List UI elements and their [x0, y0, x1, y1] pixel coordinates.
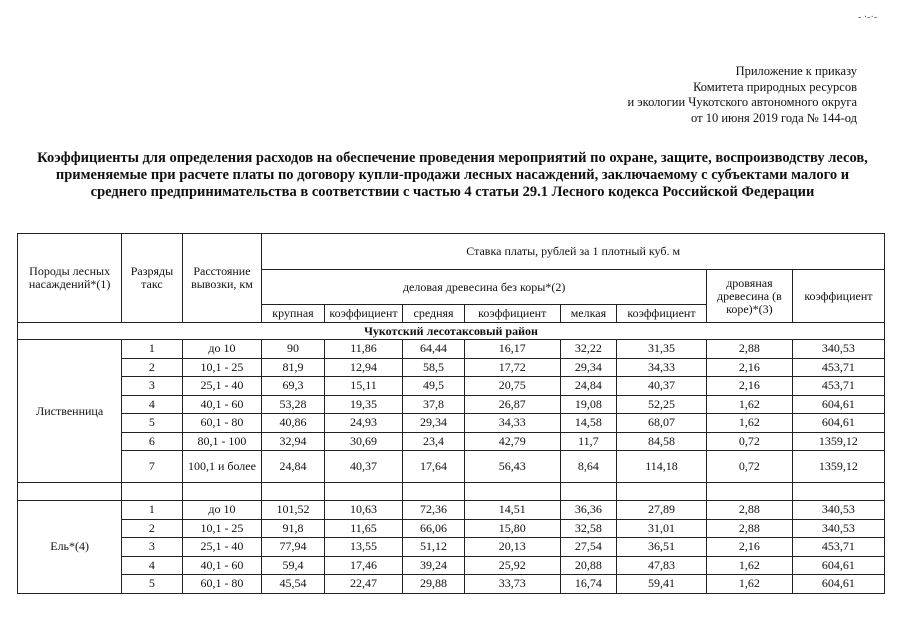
empty-cell — [18, 483, 122, 501]
table-cell: 40,1 - 60 — [182, 556, 262, 575]
table-row — [18, 501, 885, 520]
table-cell: 59,41 — [617, 575, 707, 594]
header-rate: Ставка платы, рублей за 1 плотный куб. м — [262, 234, 885, 270]
table-cell: 22,47 — [324, 575, 403, 594]
table-cell: 1 — [122, 340, 182, 359]
table-cell: 10,1 - 25 — [182, 358, 262, 377]
table-cell: 20,13 — [464, 538, 560, 557]
table-cell: 25,92 — [464, 556, 560, 575]
table-row — [18, 538, 885, 557]
table-cell: 5 — [122, 575, 182, 594]
table-cell: 69,3 — [262, 377, 324, 396]
header-coef-large: коэффициент — [324, 305, 403, 323]
header-class: Разряды такс — [122, 234, 182, 323]
empty-cell — [792, 483, 884, 501]
table-cell: 1,62 — [706, 395, 792, 414]
table-cell: 1,62 — [706, 414, 792, 433]
table-cell: 100,1 и более — [182, 451, 262, 483]
table-cell: 80,1 - 100 — [182, 432, 262, 451]
header-coef-small: коэффициент — [617, 305, 707, 323]
table-cell: 4 — [122, 395, 182, 414]
table-cell: 49,5 — [403, 377, 464, 396]
table-cell: 1 — [122, 501, 182, 520]
table-cell: 1,62 — [706, 575, 792, 594]
corner-mark: - ·-·- — [858, 12, 878, 23]
table-cell: 31,35 — [617, 340, 707, 359]
spruce-species-cell: Ель*(4) — [18, 501, 122, 594]
table-cell: 36,51 — [617, 538, 707, 557]
table-row — [18, 556, 885, 575]
table-row — [18, 377, 885, 396]
table-cell: 16,74 — [560, 575, 616, 594]
header-medium: средняя — [403, 305, 464, 323]
header-coefficient: коэффициент — [792, 270, 884, 323]
table-cell: 37,8 — [403, 395, 464, 414]
table-cell: 34,33 — [617, 358, 707, 377]
header-large: крупная — [262, 305, 324, 323]
table-cell: 27,89 — [617, 501, 707, 520]
table-cell: 12,94 — [324, 358, 403, 377]
coefficients-table — [17, 233, 885, 594]
table-cell: 42,79 — [464, 432, 560, 451]
annex-line-1: Приложение к приказу — [735, 64, 857, 78]
header-business-wood: деловая древесина без коры*(2) — [262, 270, 707, 305]
table-cell: 29,34 — [403, 414, 464, 433]
table-cell: до 10 — [182, 501, 262, 520]
table-cell: 14,58 — [560, 414, 616, 433]
table-cell: 0,72 — [706, 451, 792, 483]
table-cell: 6 — [122, 432, 182, 451]
table-cell: 5 — [122, 414, 182, 433]
table-cell: 60,1 - 80 — [182, 414, 262, 433]
table-cell: 33,73 — [464, 575, 560, 594]
header-small: мелкая — [560, 305, 616, 323]
table-cell: 39,24 — [403, 556, 464, 575]
table-cell: 2 — [122, 519, 182, 538]
empty-cell — [122, 483, 182, 501]
table-cell: 17,72 — [464, 358, 560, 377]
table-cell: 51,12 — [403, 538, 464, 557]
table-cell: 2,16 — [706, 538, 792, 557]
table-cell: 2,88 — [706, 501, 792, 520]
table-row — [18, 432, 885, 451]
table-cell: 25,1 - 40 — [182, 377, 262, 396]
table-row — [18, 451, 885, 483]
annex-line-2: Комитета природных ресурсов — [693, 79, 857, 94]
table-cell: 40,1 - 60 — [182, 395, 262, 414]
table-cell: 13,55 — [324, 538, 403, 557]
table-cell: 27,54 — [560, 538, 616, 557]
table-cell: 52,25 — [617, 395, 707, 414]
table-cell: 47,83 — [617, 556, 707, 575]
table-cell: 3 — [122, 377, 182, 396]
table-cell: 2,16 — [706, 358, 792, 377]
table-cell: 40,86 — [262, 414, 324, 433]
table-cell: 36,36 — [560, 501, 616, 520]
table-cell: 40,37 — [617, 377, 707, 396]
empty-cell — [182, 483, 262, 501]
table-cell: 604,61 — [792, 414, 884, 433]
table-cell: 2 — [122, 358, 182, 377]
table-cell: 19,35 — [324, 395, 403, 414]
table-cell: 34,33 — [464, 414, 560, 433]
spacer-row — [18, 483, 885, 501]
table-cell: 45,54 — [262, 575, 324, 594]
table-cell: 81,9 — [262, 358, 324, 377]
table-cell: 1359,12 — [792, 432, 884, 451]
table-cell: 26,87 — [464, 395, 560, 414]
empty-cell — [560, 483, 616, 501]
table-cell: 340,53 — [792, 501, 884, 520]
empty-cell — [464, 483, 560, 501]
table-cell: 32,22 — [560, 340, 616, 359]
header-species: Породы лесных насаждений*(1) — [18, 234, 122, 323]
table-cell: 32,94 — [262, 432, 324, 451]
table-cell: 68,07 — [617, 414, 707, 433]
table-cell: 17,46 — [324, 556, 403, 575]
table-cell: 11,7 — [560, 432, 616, 451]
table-row — [18, 575, 885, 594]
table-cell: 90 — [262, 340, 324, 359]
table-cell: 24,84 — [262, 451, 324, 483]
table-cell: 453,71 — [792, 377, 884, 396]
table-row — [18, 414, 885, 433]
table-cell: 1359,12 — [792, 451, 884, 483]
table-cell: 24,84 — [560, 377, 616, 396]
table-cell: 84,58 — [617, 432, 707, 451]
table-cell: 0,72 — [706, 432, 792, 451]
table-cell: 60,1 - 80 — [182, 575, 262, 594]
empty-cell — [262, 483, 324, 501]
table-row — [18, 358, 885, 377]
empty-cell — [706, 483, 792, 501]
table-cell: 2,88 — [706, 519, 792, 538]
table-cell: 16,17 — [464, 340, 560, 359]
table-cell: 340,53 — [792, 519, 884, 538]
table-row — [18, 340, 885, 359]
header-distance: Расстояние вывозки, км — [182, 234, 262, 323]
annex-line-3: и экологии Чукотского автономного округа — [627, 95, 857, 109]
table-cell: 56,43 — [464, 451, 560, 483]
table-cell: до 10 — [182, 340, 262, 359]
table-cell: 604,61 — [792, 395, 884, 414]
empty-cell — [617, 483, 707, 501]
header-fuel-wood: дровяная древесина (в коре)*(3) — [706, 270, 792, 323]
table-cell: 17,64 — [403, 451, 464, 483]
table-cell: 453,71 — [792, 538, 884, 557]
table-cell: 29,88 — [403, 575, 464, 594]
table-cell: 3 — [122, 538, 182, 557]
district-row: Чукотский лесотаксовый район — [18, 323, 885, 340]
table-cell: 23,4 — [403, 432, 464, 451]
table-cell: 604,61 — [792, 556, 884, 575]
table-row — [18, 395, 885, 414]
table-cell: 114,18 — [617, 451, 707, 483]
annex-line-4: от 10 июня 2019 года № 144-од — [691, 110, 857, 125]
table-cell: 58,5 — [403, 358, 464, 377]
table-cell: 1,62 — [706, 556, 792, 575]
table-cell: 14,51 — [464, 501, 560, 520]
table-cell: 15,11 — [324, 377, 403, 396]
empty-cell — [324, 483, 403, 501]
header-coef-medium: коэффициент — [464, 305, 560, 323]
table-cell: 72,36 — [403, 501, 464, 520]
table-cell: 10,63 — [324, 501, 403, 520]
empty-cell — [403, 483, 464, 501]
table-cell: 11,65 — [324, 519, 403, 538]
table-cell: 604,61 — [792, 575, 884, 594]
table-cell: 32,58 — [560, 519, 616, 538]
table-cell: 340,53 — [792, 340, 884, 359]
table-cell: 2,16 — [706, 377, 792, 396]
table-cell: 24,93 — [324, 414, 403, 433]
table-cell: 8,64 — [560, 451, 616, 483]
table-cell: 20,88 — [560, 556, 616, 575]
table-row — [18, 519, 885, 538]
table-cell: 7 — [122, 451, 182, 483]
table-cell: 59,4 — [262, 556, 324, 575]
table-cell: 4 — [122, 556, 182, 575]
table-cell: 91,8 — [262, 519, 324, 538]
table-cell: 15,80 — [464, 519, 560, 538]
larch-species-cell: Лиственница — [18, 340, 122, 483]
table-cell: 31,01 — [617, 519, 707, 538]
table-cell: 20,75 — [464, 377, 560, 396]
table-cell: 64,44 — [403, 340, 464, 359]
table-cell: 29,34 — [560, 358, 616, 377]
table-cell: 53,28 — [262, 395, 324, 414]
annex-block — [627, 64, 857, 126]
table-cell: 25,1 - 40 — [182, 538, 262, 557]
table-cell: 19,08 — [560, 395, 616, 414]
table-cell: 66,06 — [403, 519, 464, 538]
table-cell: 10,1 - 25 — [182, 519, 262, 538]
table-cell: 40,37 — [324, 451, 403, 483]
table-cell: 453,71 — [792, 358, 884, 377]
document-title: Коэффициенты для определения расходов на обеспечение проведения мероприятий по охране, защите, воспроизводству лесов, применяемые при расчете платы по договору купли-продажи лесных насаждений, заключаемому с субъектами малого и среднего предпринимательства в соответствии с частью 4 статьи 29.1 Лесного кодекса Российской Федерации — [37, 150, 868, 200]
table-cell: 30,69 — [324, 432, 403, 451]
table-cell: 101,52 — [262, 501, 324, 520]
table-cell: 2,88 — [706, 340, 792, 359]
table-cell: 11,86 — [324, 340, 403, 359]
table-cell: 77,94 — [262, 538, 324, 557]
